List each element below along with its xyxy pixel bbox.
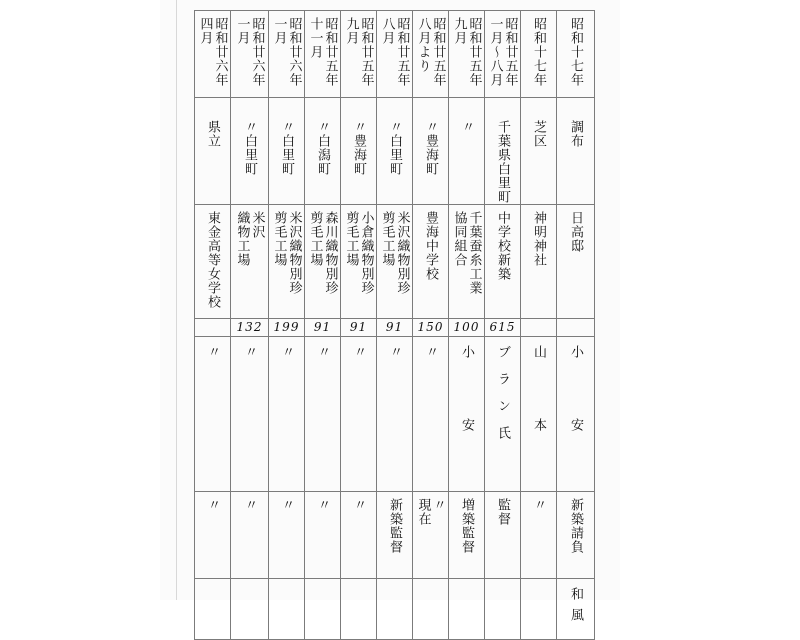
date-text: 昭和廿五年 bbox=[394, 17, 410, 87]
role-text: 〃 bbox=[242, 498, 257, 512]
row-role bbox=[195, 492, 595, 579]
project-cell bbox=[341, 205, 377, 319]
role-text: 新築監督 bbox=[387, 498, 402, 554]
project-cell bbox=[485, 205, 521, 319]
place-cell bbox=[449, 98, 485, 205]
amount-cell bbox=[269, 319, 305, 337]
place-text: 調布 bbox=[568, 120, 583, 148]
role-text: 〃 bbox=[430, 498, 446, 512]
project-cell bbox=[269, 205, 305, 319]
project-text: 剪毛工場 bbox=[271, 211, 287, 267]
place-cell bbox=[341, 98, 377, 205]
person-cell bbox=[341, 337, 377, 492]
date-cell bbox=[449, 11, 485, 98]
person-cell bbox=[305, 337, 341, 492]
date-text: 九月 bbox=[451, 17, 467, 45]
project-cell bbox=[195, 205, 231, 319]
place-cell bbox=[195, 98, 231, 205]
project-text: 米沢 bbox=[249, 211, 265, 239]
project-text: 東金高等女学校 bbox=[205, 211, 220, 309]
date-cell bbox=[485, 11, 521, 98]
date-cell bbox=[413, 11, 449, 98]
date-text: 昭和廿六年 bbox=[212, 17, 228, 87]
date-text: 昭和廿五年 bbox=[322, 17, 338, 87]
project-text: 千葉蚕糸工業 bbox=[466, 211, 482, 295]
role-text: 〃 bbox=[205, 498, 220, 512]
work-history-table bbox=[194, 10, 595, 640]
project-text: 森川織物別珍 bbox=[322, 211, 338, 295]
place-cell bbox=[377, 98, 413, 205]
project-text: 神明神社 bbox=[531, 211, 546, 267]
role-cell bbox=[231, 492, 269, 579]
role-cell bbox=[377, 492, 413, 579]
place-text: 県立 bbox=[205, 120, 220, 148]
row-date bbox=[195, 11, 595, 98]
project-text: 剪毛工場 bbox=[307, 211, 323, 267]
person-text: 〃 bbox=[242, 345, 257, 418]
role-cell bbox=[449, 492, 485, 579]
amount-text: 91 bbox=[385, 320, 404, 334]
person-cell bbox=[195, 337, 231, 492]
person-cell bbox=[521, 337, 557, 492]
role-cell bbox=[195, 492, 231, 579]
place-cell bbox=[485, 98, 521, 205]
person-cell bbox=[413, 337, 449, 492]
date-text: 昭和廿五年 bbox=[358, 17, 374, 87]
place-text: 〃 bbox=[459, 120, 474, 134]
date-cell bbox=[341, 11, 377, 98]
row-place bbox=[195, 98, 595, 205]
project-cell bbox=[231, 205, 269, 319]
date-cell bbox=[195, 11, 231, 98]
role-cell bbox=[485, 492, 521, 579]
date-text: 一月 bbox=[234, 17, 250, 45]
amount-text: 91 bbox=[349, 320, 368, 334]
person-text: 〃 bbox=[423, 345, 438, 418]
date-text: 昭和十七年 bbox=[531, 17, 546, 87]
note-cell bbox=[377, 579, 413, 640]
person-cell bbox=[269, 337, 305, 492]
note-cell bbox=[231, 579, 269, 640]
person-text: 小安 bbox=[459, 345, 474, 491]
project-cell bbox=[449, 205, 485, 319]
role-text: 増築監督 bbox=[459, 498, 474, 554]
date-text: 一月〜八月 bbox=[487, 17, 503, 87]
project-text: 日高邸 bbox=[568, 211, 583, 253]
date-cell bbox=[305, 11, 341, 98]
note-cell bbox=[485, 579, 521, 640]
amount-cell bbox=[485, 319, 521, 337]
role-text: 〃 bbox=[315, 498, 330, 512]
project-text: 豊海中学校 bbox=[423, 211, 438, 281]
person-text: 小安 bbox=[568, 345, 583, 491]
person-text: ブラン氏 bbox=[495, 345, 510, 453]
amount-cell bbox=[449, 319, 485, 337]
role-cell bbox=[557, 492, 595, 579]
project-text: 織物工場 bbox=[234, 211, 250, 267]
person-cell bbox=[485, 337, 521, 492]
date-text: 昭和廿五年 bbox=[466, 17, 482, 87]
date-text: 昭和廿五年 bbox=[502, 17, 518, 87]
date-cell bbox=[231, 11, 269, 98]
note-cell bbox=[269, 579, 305, 640]
amount-text: 132 bbox=[236, 320, 263, 334]
person-text: 〃 bbox=[279, 345, 294, 418]
project-cell bbox=[557, 205, 595, 319]
person-text: 山本 bbox=[531, 345, 546, 491]
project-text: 協同組合 bbox=[451, 211, 467, 267]
date-text: 昭和十七年 bbox=[568, 17, 583, 87]
note-cell bbox=[305, 579, 341, 640]
role-cell bbox=[341, 492, 377, 579]
date-text: 昭和廿六年 bbox=[249, 17, 265, 87]
place-text: 〃白里町 bbox=[242, 120, 257, 176]
project-cell bbox=[413, 205, 449, 319]
place-cell bbox=[557, 98, 595, 205]
note-cell bbox=[195, 579, 231, 640]
date-text: 十一月 bbox=[307, 17, 323, 59]
project-text: 米沢織物別珍 bbox=[394, 211, 410, 295]
place-text: 〃豊海町 bbox=[423, 120, 438, 176]
person-cell bbox=[449, 337, 485, 492]
role-text: 〃 bbox=[279, 498, 294, 512]
role-text: 新築請負 bbox=[568, 498, 583, 554]
place-text: 千葉県白里町 bbox=[495, 120, 510, 204]
place-cell bbox=[269, 98, 305, 205]
amount-text: 615 bbox=[489, 320, 516, 334]
person-cell bbox=[377, 337, 413, 492]
project-text: 米沢織物別珍 bbox=[286, 211, 302, 295]
note-cell bbox=[557, 579, 595, 640]
row-note bbox=[195, 579, 595, 640]
note-text: 和風 bbox=[568, 587, 583, 629]
place-text: 〃白潟町 bbox=[315, 120, 330, 176]
role-cell bbox=[413, 492, 449, 579]
date-text: 昭和廿六年 bbox=[286, 17, 302, 87]
place-cell bbox=[413, 98, 449, 205]
role-cell bbox=[521, 492, 557, 579]
amount-text: 91 bbox=[313, 320, 332, 334]
date-text: 八月 bbox=[379, 17, 395, 45]
person-text: 〃 bbox=[351, 345, 366, 418]
role-text: 〃 bbox=[531, 498, 546, 512]
place-cell bbox=[521, 98, 557, 205]
project-text: 小倉織物別珍 bbox=[358, 211, 374, 295]
amount-text: 100 bbox=[453, 320, 480, 334]
date-cell bbox=[269, 11, 305, 98]
place-text: 〃豊海町 bbox=[351, 120, 366, 176]
project-text: 剪毛工場 bbox=[343, 211, 359, 267]
note-cell bbox=[341, 579, 377, 640]
role-text: 監督 bbox=[495, 498, 510, 526]
role-cell bbox=[269, 492, 305, 579]
person-text: 〃 bbox=[205, 345, 220, 418]
note-cell bbox=[449, 579, 485, 640]
row-person bbox=[195, 337, 595, 492]
date-text: 四月 bbox=[197, 17, 213, 45]
role-text: 現在 bbox=[415, 498, 431, 526]
date-text: 昭和廿五年 bbox=[430, 17, 446, 87]
amount-text: 150 bbox=[417, 320, 444, 334]
place-cell bbox=[231, 98, 269, 205]
date-text: 九月 bbox=[343, 17, 359, 45]
place-text: 〃白里町 bbox=[387, 120, 402, 176]
project-cell bbox=[521, 205, 557, 319]
scan-edge-line bbox=[176, 0, 177, 600]
date-cell bbox=[521, 11, 557, 98]
place-cell bbox=[305, 98, 341, 205]
role-text: 〃 bbox=[351, 498, 366, 512]
person-text: 〃 bbox=[315, 345, 330, 418]
amount-text: 199 bbox=[273, 320, 300, 334]
project-text: 剪毛工場 bbox=[379, 211, 395, 267]
note-cell bbox=[521, 579, 557, 640]
person-cell bbox=[557, 337, 595, 492]
date-text: 一月 bbox=[271, 17, 287, 45]
row-project bbox=[195, 205, 595, 319]
person-text: 〃 bbox=[387, 345, 402, 418]
project-cell bbox=[377, 205, 413, 319]
person-cell bbox=[231, 337, 269, 492]
place-text: 芝区 bbox=[531, 120, 546, 148]
date-text: 八月より bbox=[415, 17, 431, 73]
project-text: 中学校新築 bbox=[495, 211, 510, 281]
note-cell bbox=[413, 579, 449, 640]
place-text: 〃白里町 bbox=[279, 120, 294, 176]
date-cell bbox=[557, 11, 595, 98]
date-cell bbox=[377, 11, 413, 98]
amount-cell bbox=[413, 319, 449, 337]
role-cell bbox=[305, 492, 341, 579]
project-cell bbox=[305, 205, 341, 319]
